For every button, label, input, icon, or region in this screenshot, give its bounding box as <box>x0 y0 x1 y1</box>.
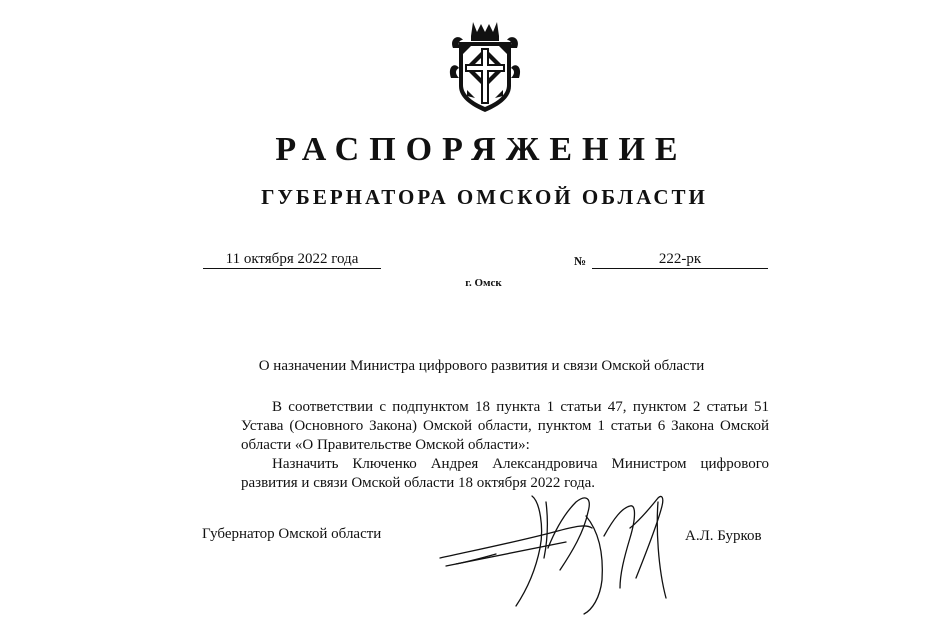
document-heading: О назначении Министра цифрового развития и связи Омской области <box>258 358 705 374</box>
document-title: РАСПОРЯЖЕНИЕ <box>275 131 688 168</box>
signatory-position: Губернатор Омской области <box>202 526 382 542</box>
body-paragraph: Назначить Ключенко Андрея Александровича Министром цифрового развития и связи Омской области 18 октября 2022 года. <box>241 456 769 491</box>
omsk-coat-of-arms-icon <box>447 18 523 114</box>
document-date: 11 октября 2022 года <box>203 250 381 269</box>
document-body <box>241 398 769 493</box>
number-label: № <box>574 254 587 268</box>
body-paragraph: В соответствии с подпунктом 18 пункта 1 статьи 47, пунктом 2 статьи 51 Устава (Основного Закона) Омской области, пунктом 1 статьи 6 Закона Омской области «О Правительстве Омской области»: <box>241 399 769 453</box>
handwritten-signature-icon <box>436 488 686 618</box>
document-number: 222-рк <box>592 250 768 269</box>
signatory-name: А.Л. Бурков <box>685 528 762 544</box>
document-city: г. Омск <box>465 277 502 289</box>
document-subtitle: ГУБЕРНАТОРА ОМСКОЙ ОБЛАСТИ <box>261 185 708 209</box>
